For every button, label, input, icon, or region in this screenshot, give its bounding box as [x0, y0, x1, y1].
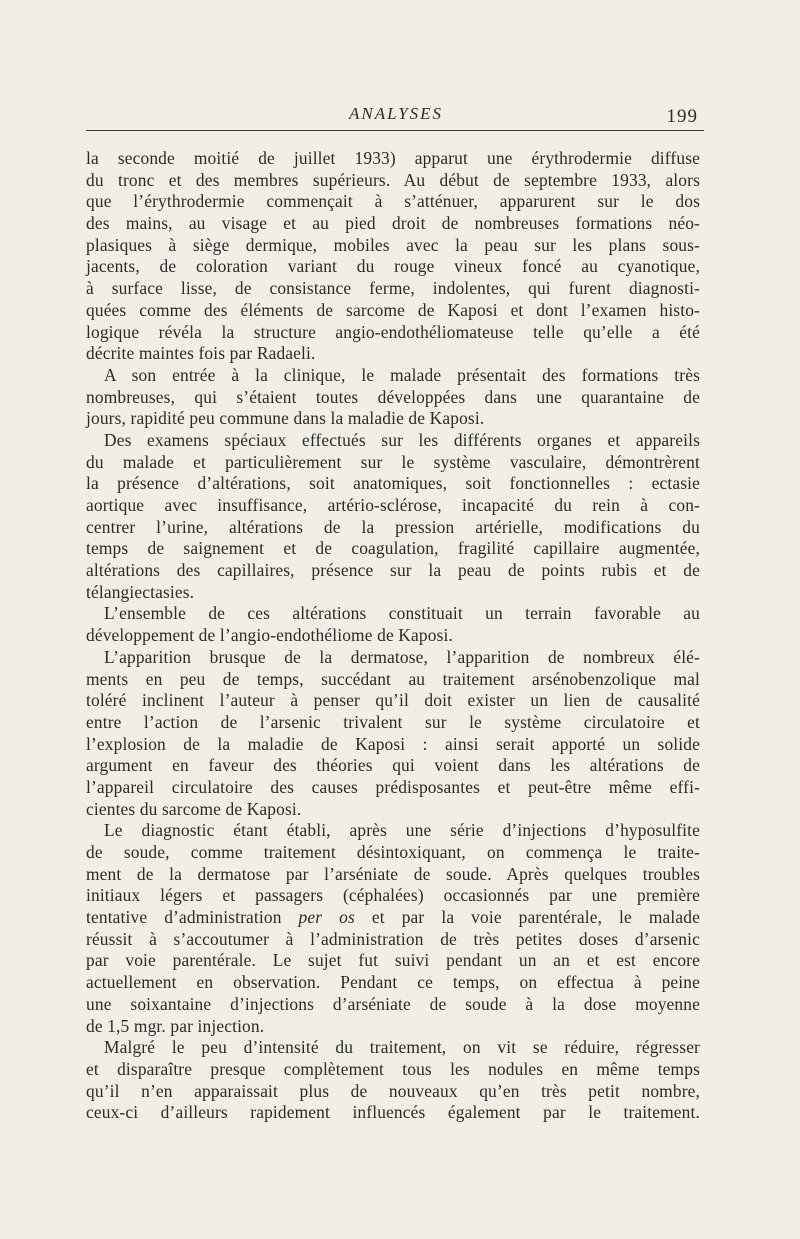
- text-line: décrite maintes fois par Radaeli.: [86, 343, 316, 364]
- page-number: 199: [666, 106, 698, 127]
- text-line: ceux-ci d’ailleurs rapidement influencés également par le traitement.: [86, 1102, 700, 1123]
- running-title: ANALYSES: [348, 104, 444, 123]
- text-line: de 1,5 mgr. par injection.: [86, 1015, 265, 1036]
- running-head: [86, 104, 706, 130]
- text-line: ment de la dermatose par l’arséniate de soude. Après quelques troubles: [86, 863, 700, 884]
- text-line: aortique avec insuffisance, artério-sclérose, incapacité du rein à con-: [86, 495, 700, 515]
- text-line: nombreuses, qui s’étaient toutes développées dans une quarantaine de: [86, 386, 700, 407]
- text-line: Malgré le peu d’intensité du traitement, on vit se réduire, régresser: [104, 1037, 700, 1058]
- text-line: développement de l’angio-endothéliome de Kaposi.: [86, 625, 453, 646]
- text-line: argument en faveur des théories qui voient dans les altérations de: [86, 755, 700, 776]
- text-line: la seconde moitié de juillet 1933) apparut une érythrodermie diffuse: [86, 148, 700, 168]
- text-line: jacents, de coloration variant du rouge vineux foncé au cyanotique,: [86, 256, 700, 277]
- text-line: ments en peu de temps, succédant au traitement arsénobenzolique mal: [86, 668, 700, 689]
- text-line: à surface lisse, de consistance ferme, indolentes, qui furent diagnosti-: [86, 278, 700, 299]
- text-line: A son entrée à la clinique, le malade présentait des formations très: [104, 364, 700, 385]
- text-line: la présence d’altérations, soit anatomiques, soit fonctionnelles : ectasie: [86, 473, 700, 494]
- italic-term: per os: [298, 907, 355, 928]
- body-text: [86, 148, 700, 1124]
- text-line: télangiectasies.: [86, 581, 195, 602]
- text-line: plasiques à siège dermique, mobiles avec la peau sur les plans sous-: [86, 234, 700, 255]
- text-line: quées comme des éléments de sarcome de Kaposi et dont l’examen histo-: [86, 299, 700, 320]
- text-line: L’ensemble de ces altérations constituait un terrain favorable au: [104, 603, 700, 624]
- text-line: altérations des capillaires, présence sur la peau de points rubis et de: [86, 560, 700, 581]
- text-line: L’apparition brusque de la dermatose, l’apparition de nombreux élé-: [104, 646, 700, 667]
- text-line: toléré inclinent l’auteur à penser qu’il doit exister un lien de causalité: [86, 690, 700, 711]
- text-line: l’explosion de la maladie de Kaposi : ainsi serait apporté un solide: [86, 733, 700, 754]
- text-line: centrer l’urine, altérations de la pression artérielle, modifications du: [86, 516, 700, 537]
- header-rule: [86, 130, 704, 131]
- text-line: que l’érythrodermie commençait à s’atténuer, apparurent sur le dos: [86, 191, 700, 212]
- text-line: Le diagnostic étant établi, après une série d’injections d’hyposulfite: [104, 820, 700, 841]
- text-line: du tronc et des membres supérieurs. Au début de septembre 1933, alors: [86, 169, 700, 190]
- text-line: entre l’action de l’arsenic trivalent sur le système circulatoire et: [86, 711, 700, 732]
- text-line: actuellement en observation. Pendant ce temps, on effectua à peine: [86, 972, 700, 993]
- text-line: l’appareil circulatoire des causes prédisposantes et peut-être même effi-: [86, 776, 700, 797]
- text-line: de soude, comme traitement désintoxiquant, on commença le traite-: [86, 842, 700, 862]
- text-line: réussit à s’accoutumer à l’administration de très petites doses d’arsenic: [86, 928, 700, 949]
- text-line: par voie parentérale. Le sujet fut suivi pendant un an et est encore: [86, 950, 700, 971]
- text-line: Des examens spéciaux effectués sur les différents organes et appareils: [104, 429, 700, 450]
- text-line: temps de saignement et de coagulation, fragilité capillaire augmentée,: [86, 538, 700, 559]
- text-line: des mains, au visage et au pied droit de nombreuses formations néo-: [86, 213, 700, 234]
- text-line: une soixantaine d’injections d’arséniate de soude à la dose moyenne: [86, 993, 700, 1014]
- text-line: tentative d’administration per os et par la voie parentérale, le malade: [86, 907, 700, 928]
- text-line: initiaux légers et passagers (céphalées) occasionnés par une première: [86, 885, 700, 906]
- text-line: et disparaître presque complètement tous les nodules en même temps: [86, 1058, 700, 1079]
- text-line: logique révéla la structure angio-endothéliomateuse telle qu’elle a été: [86, 321, 700, 342]
- text-line: qu’il n’en apparaissait plus de nouveaux qu’en très petit nombre,: [86, 1080, 700, 1101]
- text-line: jours, rapidité peu commune dans la maladie de Kaposi.: [86, 408, 485, 429]
- text-line: cientes du sarcome de Kaposi.: [86, 798, 302, 819]
- text-line: du malade et particulièrement sur le système vasculaire, démontrèrent: [86, 451, 700, 472]
